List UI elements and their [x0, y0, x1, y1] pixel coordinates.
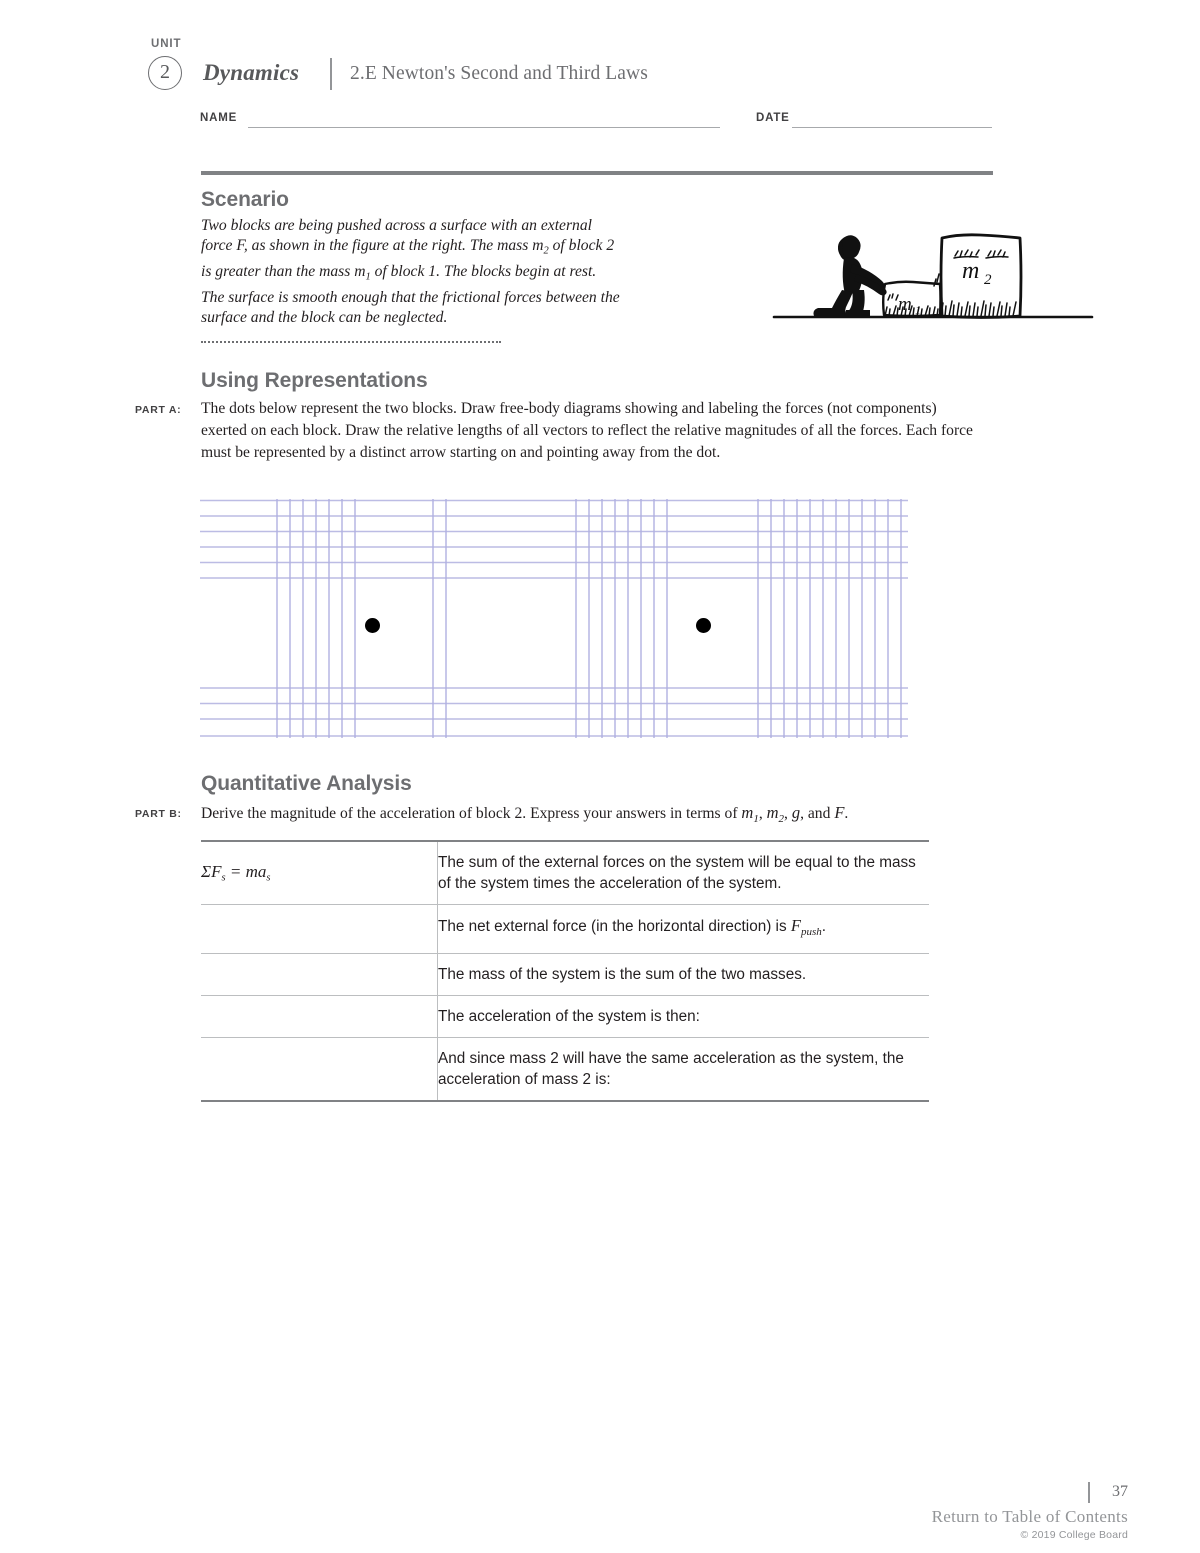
description-cell-row-5 [438, 1037, 930, 1101]
part-b-sep-3: , and [800, 805, 835, 822]
description-cell-row-3 [438, 953, 930, 995]
scenario-heading: Scenario [201, 188, 289, 211]
equation-row-1-sub-2: s [266, 872, 271, 884]
footer-divider [1088, 1482, 1090, 1503]
part-b-var-m1-sub: 1 [753, 812, 759, 825]
unit-title: Dynamics [203, 60, 300, 85]
scenario-text [201, 216, 706, 328]
part-b-var-m2: m [766, 803, 779, 822]
using-representations-heading: Using Representations [201, 369, 428, 392]
page-number: 37 [1112, 1483, 1128, 1500]
description-text-row-1: The sum of the external forces on the system will be equal to the mass of the system times the acceleration of the system. [438, 854, 916, 892]
unit-kicker-label: UNIT [151, 38, 182, 50]
copyright-notice: © 2019 College Board [1020, 1529, 1128, 1541]
table-row [201, 995, 929, 1037]
table-row [201, 1037, 929, 1101]
scenario-dotted-divider [201, 341, 501, 346]
table-row [201, 953, 929, 995]
description-row-2-var-F-sub: push [800, 925, 822, 938]
return-to-toc-link[interactable]: Return to Table of Contents [931, 1507, 1128, 1526]
description-cell-row-2 [438, 905, 930, 954]
work-cell-row-3[interactable] [201, 953, 438, 995]
unit-number-badge: 2 [148, 56, 182, 90]
description-row-2-var-F: F [790, 916, 801, 935]
quantitative-analysis-heading: Quantitative Analysis [201, 772, 412, 795]
part-a-label: PART A: [135, 404, 182, 416]
scenario-line-2-subscript: 2 [543, 245, 549, 257]
block-2-mass-label: m [962, 258, 980, 284]
scenario-line-5: surface and the block can be neglected. [201, 309, 448, 327]
part-b-sep-4: . [844, 805, 849, 822]
table-row [201, 841, 929, 905]
name-label: NAME [200, 112, 238, 124]
work-cell-row-5[interactable] [201, 1037, 438, 1101]
part-b-instructions [201, 802, 1001, 830]
grid-lines [200, 499, 908, 738]
block-2-mass-subscript: 2 [984, 272, 992, 288]
description-text-row-4: The acceleration of the system is then: [438, 1007, 700, 1025]
description-cell-row-4 [438, 995, 930, 1037]
equation-row-1-sub-1: s [221, 872, 226, 884]
section-top-rule [201, 171, 993, 175]
lesson-subtitle: 2.E Newton's Second and Third Laws [350, 63, 648, 84]
part-a-instructions: The dots below represent the two blocks. Draw free-body diagrams showing and labeling the forces (not components) exerted on each block. Draw the relative lengths of all vectors to reflect the relative magnitudes of all the forces. Each force must be represented by a distinct arrow starting on and pointing away from the dot. [201, 400, 973, 461]
description-row-2-suffix: . [821, 918, 826, 935]
table-row [201, 905, 929, 954]
date-input-rule[interactable] [792, 127, 992, 128]
block-2-dot[interactable] [696, 618, 711, 633]
part-b-var-g: g [791, 803, 801, 822]
description-cell-row-1 [438, 841, 930, 905]
work-cell-row-1[interactable] [201, 841, 438, 905]
date-label: DATE [756, 112, 790, 124]
description-text-row-3: The mass of the system is the sum of the two masses. [438, 965, 807, 983]
scenario-line-1: Two blocks are being pushed across a surface with an external [201, 217, 592, 234]
name-input-rule[interactable] [248, 127, 720, 128]
page-header [140, 38, 1040, 94]
block-1-dot[interactable] [365, 618, 380, 633]
scenario-line-2a: force F, as shown in the figure at the right. The mass m [201, 237, 544, 255]
derivation-table [201, 840, 929, 1102]
header-divider [330, 58, 332, 90]
equation-row-1-main: ΣF [201, 862, 222, 882]
part-b-label: PART B: [135, 808, 182, 820]
equation-row-1-mid: = ma [225, 862, 267, 882]
scenario-line-4: The surface is smooth enough that the frictional forces between the [201, 288, 620, 306]
part-b-sep-1: , [758, 805, 767, 822]
scenario-figure [772, 212, 1094, 328]
pushing-blocks-sketch-icon [772, 212, 1094, 328]
part-b-var-F: F [834, 803, 845, 822]
description-text-row-5: And since mass 2 will have the same acceleration as the system, the acceleration of mass 2 is: [438, 1049, 904, 1088]
scenario-line-3b: of block 1. The blocks begin at rest. [370, 263, 597, 281]
scenario-line-3a: is greater than the mass m [201, 263, 366, 281]
scenario-line-2b: of block 2 [548, 237, 615, 255]
part-b-text-main: Derive the magnitude of the acceleration of block 2. Express your answers in terms of [201, 805, 742, 822]
block-1-mass-label: m [898, 294, 912, 315]
part-b-var-m1: m [741, 803, 754, 822]
description-text-row-2: The net external force (in the horizontal direction) is [438, 918, 791, 935]
work-cell-row-4[interactable] [201, 995, 438, 1037]
scenario-line-3-subscript: 1 [365, 271, 371, 283]
part-b-sep-2: , [784, 805, 792, 822]
name-date-row [200, 112, 1000, 136]
free-body-diagram-grid[interactable] [200, 499, 908, 738]
block-1-mass-subscript: 1 [915, 303, 921, 317]
part-b-var-m2-sub: 2 [778, 812, 785, 825]
page-footer [760, 1482, 1140, 1544]
work-cell-row-2[interactable] [201, 905, 438, 954]
